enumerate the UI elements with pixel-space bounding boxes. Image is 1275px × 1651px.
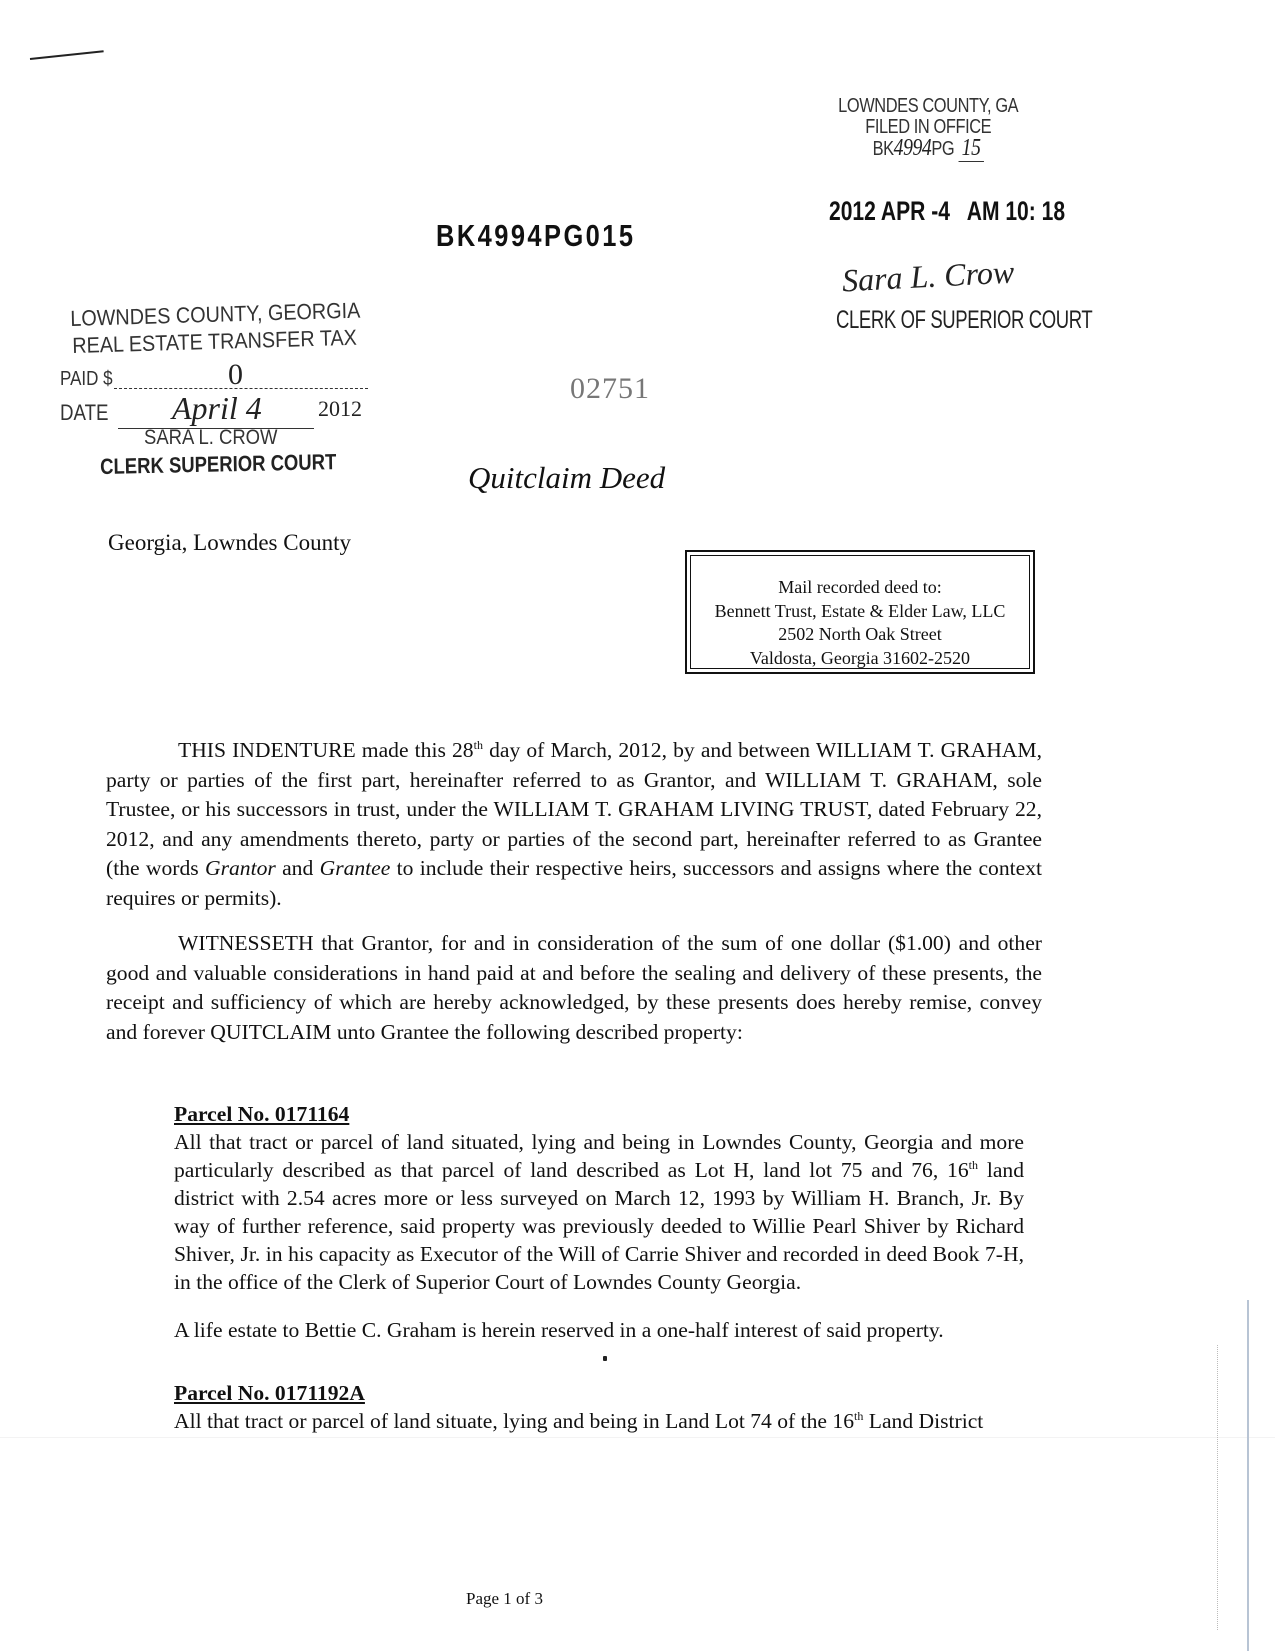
parcel-1-heading: Parcel No. 0171164	[174, 1102, 350, 1126]
tax-stamp-year: 2012	[318, 396, 362, 421]
tax-stamp-clerk-name: SARA L. CROW	[144, 426, 278, 449]
clerk-signature: Sara L. Crow	[841, 253, 1016, 299]
book-page-stamp: BK4994PG015	[436, 218, 636, 253]
filed-stamp-bk-value: 4994	[893, 135, 932, 161]
tax-stamp-date-label: DATE	[60, 400, 109, 425]
parcel-1	[174, 1100, 1024, 1296]
mail-to-box-inner	[690, 555, 1030, 669]
filed-stamp-pg-value: 15	[958, 135, 983, 162]
mail-to-firm: Bennett Trust, Estate & Elder Law, LLC	[714, 600, 1006, 621]
witnesseth-paragraph	[106, 929, 1042, 1047]
parcel-1-text-b: land district with 2.54 acres more or less surveyed on March 12, 1993 by William H. Branch, Jr. By way of further reference, said property was previously deeded to Willie Pearl Shiver by Richard Shiver, Jr. in his capacity as Executor of the Will of Carrie Shiver and recorded in deed Book 7-H, in the office of the Clerk of Superior Court of Lowndes County Georgia.	[174, 1158, 1024, 1294]
indenture-ordinal: th	[473, 737, 483, 752]
clerk-title: CLERK OF SUPERIOR COURT	[836, 306, 1093, 334]
parcel-2-ordinal: th	[854, 1408, 864, 1423]
recording-number: 02751	[570, 372, 650, 405]
parcel-2-description	[174, 1407, 1024, 1435]
mail-to-label: Mail recorded deed to:	[778, 577, 942, 597]
parcel-1-life-estate-note: A life estate to Bettie C. Graham is herein reserved in a one-half interest of said property.	[174, 1318, 944, 1342]
indenture-paragraph	[106, 736, 1042, 913]
parcel-1-ordinal: th	[968, 1157, 978, 1172]
indenture-grantee-term: Grantee	[319, 856, 391, 880]
scan-dot	[603, 1356, 607, 1361]
indenture-and: and	[275, 856, 320, 880]
indenture-text-a: THIS INDENTURE made this 28	[178, 738, 474, 762]
filed-stamp-county: LOWNDES COUNTY, GA	[838, 95, 1019, 117]
indenture-text-b: day of March, 2012, by and between WILLIAM T. GRAHAM, party or parties of the first part, hereinafter referred to as Grantor, and WILLIAM T. GRAHAM, sole Trustee, or his successors in trust, under the WILLIAM T. GRAHAM LIVING TRUST, dated February 22, 2012, and any amendments thereto, party or parties of the second part, hereinafter referred to as Grantee (the words	[106, 738, 1042, 880]
parcel-1-description	[174, 1128, 1024, 1296]
document-title: Quitclaim Deed	[468, 460, 666, 495]
witnesseth-text: WITNESSETH that Grantor, for and in consideration of the sum of one dollar ($1.00) and other good and valuable considerations in hand paid at and before the sealing and delivery of these presents, the receipt and sufficiency of which are hereby acknowledged, by these presents does hereby remise, convey and forever QUITCLAIM unto Grantee the following described property:	[106, 931, 1042, 1044]
scan-edge	[1247, 1300, 1249, 1651]
filed-stamp	[838, 96, 1018, 160]
pen-mark	[30, 50, 104, 60]
scan-artifact-dotted-line	[1217, 1345, 1218, 1630]
filed-stamp-book-page	[872, 135, 984, 161]
mail-to-city: Valdosta, Georgia 31602-2520	[749, 647, 971, 668]
scan-artifact-rule	[0, 1437, 1275, 1438]
mail-to-street: 2502 North Oak Street	[778, 624, 942, 644]
parcel-2-heading: Parcel No. 0171192A	[174, 1381, 365, 1405]
tax-stamp-date-value: April 4	[172, 390, 262, 426]
parcel-2-text-a: All that tract or parcel of land situate, lying and being in Land Lot 74 of the 16	[174, 1409, 855, 1433]
tax-stamp-clerk-title: CLERK SUPERIOR COURT	[100, 449, 337, 479]
filed-stamp-pg-label: PG	[931, 138, 955, 160]
mail-to-box	[685, 550, 1035, 674]
filing-timestamp: 2012 APR -4 AM 10: 18	[829, 196, 1066, 226]
parcel-2-text-b: Land District	[863, 1409, 984, 1433]
page-number: Page 1 of 3	[466, 1589, 543, 1608]
filed-stamp-bk-label: BK	[872, 138, 894, 160]
tax-stamp-paid-value: 0	[228, 358, 243, 391]
jurisdiction-line: Georgia, Lowndes County	[108, 530, 351, 555]
tax-stamp-county: LOWNDES COUNTY, GEORGIA	[70, 297, 361, 331]
tax-stamp-title: REAL ESTATE TRANSFER TAX	[72, 324, 358, 358]
parcel-2	[174, 1379, 1024, 1435]
indenture-grantor-term: Grantor	[204, 856, 276, 880]
tax-stamp-paid-label: PAID $	[60, 368, 113, 390]
filed-stamp-status: FILED IN OFFICE	[865, 116, 992, 138]
parcel-1-text-a: All that tract or parcel of land situated, lying and being in Lowndes County, Georgia and more particularly described as that parcel of land described as Lot H, land lot 75 and 76, 16	[174, 1130, 1024, 1182]
indenture-text-c: to include their respective heirs, successors and assigns where the context requires or permits).	[106, 856, 1042, 910]
